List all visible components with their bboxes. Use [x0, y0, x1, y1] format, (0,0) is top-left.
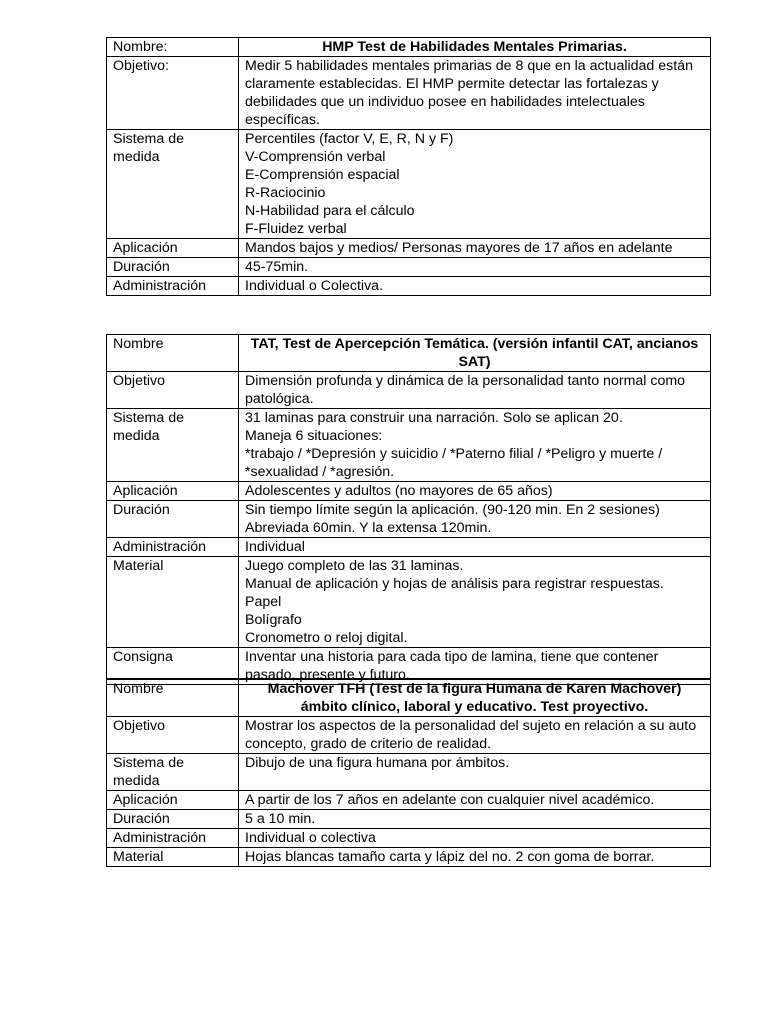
- row-label: Administración: [107, 829, 239, 848]
- row-label: Duración: [107, 501, 239, 538]
- row-value: Dimensión profunda y dinámica de la personalidad tanto normal como patológica.: [239, 372, 711, 409]
- table-row: [107, 57, 711, 130]
- table-row: [107, 717, 711, 754]
- row-label: Nombre: [107, 335, 239, 372]
- table-row: [107, 829, 711, 848]
- row-label: Sistema de medida: [107, 409, 239, 482]
- row-label: Duración: [107, 810, 239, 829]
- row-label: Aplicación: [107, 791, 239, 810]
- row-value: Individual o Colectiva.: [239, 277, 711, 296]
- row-value: A partir de los 7 años en adelante con cualquier nivel académico.: [239, 791, 711, 810]
- row-value: 5 a 10 min.: [239, 810, 711, 829]
- table-row: [107, 679, 711, 717]
- row-label: Administración: [107, 538, 239, 557]
- table-row: [107, 409, 711, 482]
- test-table-tat: [106, 334, 711, 685]
- test-table-hmp: [106, 37, 711, 296]
- row-label: Aplicación: [107, 239, 239, 258]
- row-value: Dibujo de una figura humana por ámbitos.: [239, 754, 711, 791]
- row-label: Objetivo:: [107, 57, 239, 130]
- row-value: 31 laminas para construir una narración. Solo se aplican 20. Maneja 6 situaciones: *trabajo / *Depresión y suicidio / *Paterno filial / *Peligro y muerte / *sexualidad / *agresión.: [239, 409, 711, 482]
- table-row: [107, 848, 711, 867]
- table-row: [107, 335, 711, 372]
- row-label: Material: [107, 848, 239, 867]
- table-row: [107, 538, 711, 557]
- row-value: Individual o colectiva: [239, 829, 711, 848]
- table-row: [107, 810, 711, 829]
- row-value: Percentiles (factor V, E, R, N y F) V-Comprensión verbal E-Comprensión espacial R-Raciocinio N-Habilidad para el cálculo F-Fluidez verbal: [239, 130, 711, 239]
- table-row: [107, 557, 711, 648]
- row-value: Adolescentes y adultos (no mayores de 65 años): [239, 482, 711, 501]
- table-row: [107, 482, 711, 501]
- row-value: Sin tiempo límite según la aplicación. (90-120 min. En 2 sesiones) Abreviada 60min. Y la extensa 120min.: [239, 501, 711, 538]
- table-row: [107, 258, 711, 277]
- row-value: Hojas blancas tamaño carta y lápiz del no. 2 con goma de borrar.: [239, 848, 711, 867]
- row-value: Juego completo de las 31 laminas. Manual de aplicación y hojas de análisis para registrar respuestas. Papel Bolígrafo Cronometro o reloj digital.: [239, 557, 711, 648]
- table-row: [107, 239, 711, 258]
- row-label: Sistema de medida: [107, 754, 239, 791]
- table-row: [107, 372, 711, 409]
- row-label: Administración: [107, 277, 239, 296]
- row-value: Medir 5 habilidades mentales primarias de 8 que en la actualidad están claramente establecidas. El HMP permite detectar las fortalezas y debilidades que un individuo posee en habilidades intelectuales específicas.: [239, 57, 711, 130]
- row-value: Inventar una historia para cada tipo de lamina, tiene que contener pasado, presente y futuro.: [239, 648, 711, 685]
- table-row: [107, 754, 711, 791]
- row-label: Aplicación: [107, 482, 239, 501]
- table-row: [107, 501, 711, 538]
- table-row: [107, 791, 711, 810]
- test-title: Machover TFH (Test de la figura Humana de Karen Machover) ámbito clínico, laboral y educativo. Test proyectivo.: [239, 679, 711, 717]
- row-label: Nombre:: [107, 38, 239, 57]
- row-label: Nombre: [107, 679, 239, 717]
- test-title: TAT, Test de Apercepción Temática. (versión infantil CAT, ancianos SAT): [239, 335, 711, 372]
- row-value: 45-75min.: [239, 258, 711, 277]
- row-value: Individual: [239, 538, 711, 557]
- row-label: Consigna: [107, 648, 239, 685]
- row-label: Sistema de medida: [107, 130, 239, 239]
- row-label: Duración: [107, 258, 239, 277]
- table-row: [107, 130, 711, 239]
- row-value: Mostrar los aspectos de la personalidad del sujeto en relación a su auto concepto, grado de criterio de realidad.: [239, 717, 711, 754]
- table-row: [107, 38, 711, 57]
- row-label: Objetivo: [107, 717, 239, 754]
- test-table-machover: [106, 678, 711, 867]
- row-label: Material: [107, 557, 239, 648]
- row-value: Mandos bajos y medios/ Personas mayores de 17 años en adelante: [239, 239, 711, 258]
- test-title: HMP Test de Habilidades Mentales Primarias.: [239, 38, 711, 57]
- row-label: Objetivo: [107, 372, 239, 409]
- table-row: [107, 277, 711, 296]
